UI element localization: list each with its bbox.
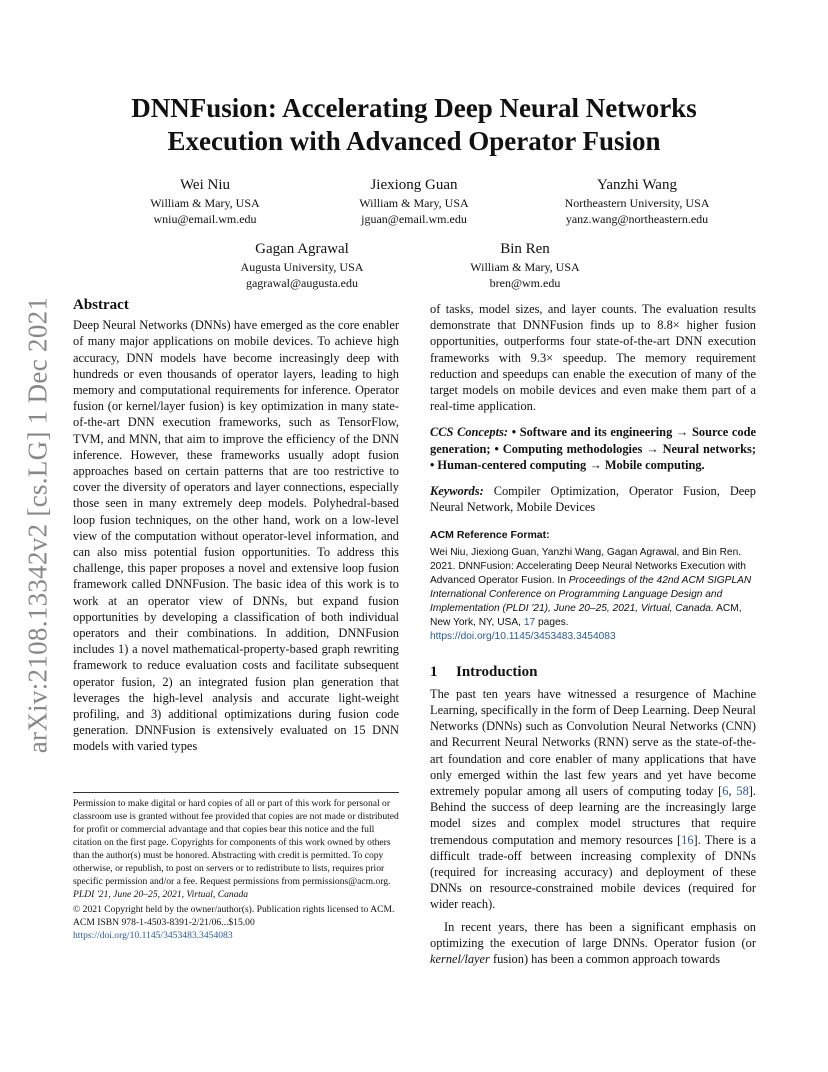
author-block-1 [85,175,325,227]
conference-line: PLDI '21, June 20–25, 2021, Virtual, Canada [73,889,249,900]
acm-reference-text [430,546,756,644]
arxiv-stamp [18,290,58,760]
author-email[interactable]: wniu@email.wm.edu [153,212,257,226]
author-name: Bin Ren [500,241,550,257]
author-affiliation: Northeastern University, USA [564,196,710,210]
intro-text-e: fusion) has been a common approach towards [489,952,721,967]
ccs-text: • Software and its engineering → Source code generation; • Computing methodologies → Neural networks; • Human-centered computing → Mobile computing. [430,425,756,472]
abstract-continued: of tasks, model sizes, and layer counts. The evaluation results demonstrate that DNNFusion finds up to 8.8× higher fusion opportunities, outperforms four state-of-the-art DNN execution frameworks with 9.3× speedup. The memory requirement reduction and speedups can enable the execution of many of the target models on mobile devices and even make them part of a real-time application. [430,302,756,414]
intro-text-c: ]. There is a difficult trade-off between increasing complexity of DNNs (required for increasing accuracy) and deployment of these DNNs on resource-constrained mobile devices (required for wider reach). [430,832,756,912]
right-column [430,301,756,967]
reference-venue: Proceedings of the 42nd ACM SIGPLAN International Conference on Programming Language Design and Implementation (PLDI '21), June 20–25, 2021, Virtual, Canada. [430,574,752,614]
intro-paragraph-2 [430,919,756,968]
author-name: Wei Niu [179,177,231,193]
section-title: Introduction [456,663,538,680]
abstract-heading: Abstract [73,297,129,313]
author-name: Jiexiong Guan [370,177,458,193]
keywords-text: Compiler Optimization, Operator Fusion, Deep Neural Network, Mobile Devices [430,484,756,515]
ccs-label: CCS Concepts: [430,425,509,440]
introduction-heading [430,664,756,680]
author-email[interactable]: jguan@email.wm.edu [361,212,467,226]
citation-link[interactable]: 58 [736,784,749,799]
section-number: 1 [430,663,438,680]
reference-pages-word: pages. [535,616,569,628]
reference-authors: Wei Niu, Jiexiong Guan, Yanzhi Wang, Gagan Agrawal, and Bin Ren. 2021. DNNFusion: Accelerating Deep Neural Networks Execution with Advanced Operator Fusion. In [430,546,746,586]
author-name: Yanzhi Wang [597,177,677,193]
author-email[interactable]: yanz.wang@northeastern.edu [565,212,709,226]
author-affiliation: Augusta University, USA [240,260,364,274]
ccs-concepts [430,424,756,473]
reference-pages-link[interactable]: 17 [523,616,536,628]
intro-text-d: In recent years, there has been a significant emphasis on optimizing the execution of large DNNs. Operator fusion (or [430,919,756,950]
author-affiliation: William & Mary, USA [470,260,580,274]
left-column [73,297,399,755]
citation-link[interactable]: 6 [722,784,729,799]
intro-italic-term: kernel/layer [430,952,490,967]
author-block-3 [517,175,757,227]
abstract-text: Deep Neural Networks (DNNs) have emerged as the core enabler of many major applications on mobile devices. To achieve high accuracy, DNN models have become increasingly deep with hundreds or even thousands of operator layers, leading to high memory and computational requirements for inference. Operator fusion (or kernel/layer fusion) is key optimization in many state-of-the-art DNN execution frameworks, such as TensorFlow, TVM, and MNN, that aim to improve the efficiency of the DNN inference. However, these frameworks usually adopt fusion approaches based on certain patterns that are too restrictive to cover the diversity of operators and layer connections, especially those seen in many extremely deep models. Polyhedral-based loop fusion techniques, on the other hand, work on a low-level view of the computation without operator-level information, and can also miss potential fusion opportunities. To address this challenge, this paper proposes a novel and extensive loop fusion framework called DNNFusion. The basic idea of this work is to work at an operator view of DNNs, but expand fusion opportunities by developing a classification of both individual operators and their combinations. In addition, DNNFusion includes 1) a novel mathematical-property-based graph rewriting framework to reduce evaluation costs and facilitate subsequent operator fusion, 2) an integrated fusion plan generation that leverages the high-level analysis and accurate light-weight profiling, and 3) additional optimizations during fusion code generation. DNNFusion is extensively evaluated on 15 DNN models with varied types [73,318,399,754]
author-email[interactable]: gagrawal@augusta.edu [245,276,358,290]
footnote-doi-link[interactable]: https://doi.org/10.1145/3453483.3454083 [73,930,233,941]
reference-publisher: ACM, New York, NY, USA, [430,602,742,628]
author-block-5 [405,239,645,291]
keywords-label: Keywords: [430,484,484,499]
copyright-line: © 2021 Copyright held by the owner/author(s). Publication rights licensed to ACM. [73,904,395,915]
author-affiliation: William & Mary, USA [359,196,469,210]
intro-text-a: The past ten years have witnessed a resurgence of Machine Learning, specifically in the form of Deep Learning. Deep Neural Networks (DNNs) such as Convolution Neural Networks (CNN) and Recurrent Neural Networks (RNN) serve as the state-of-the-art foundation and core enabler of many applications that have only emerged within the last few years and yet have become extremely popular among all users of computing today [ [430,686,756,799]
intro-paragraph-1 [430,686,756,913]
author-email[interactable]: bren@wm.edu [489,276,561,290]
title-line-2: Execution with Advanced Operator Fusion [167,126,661,156]
author-name: Gagan Agrawal [255,241,349,257]
citation-separator: , [728,784,737,799]
intro-text-b: ]. Behind the success of deep learning are the increasingly large model sizes and complex model structures that require tremendous computation and memory resources [ [430,784,756,847]
isbn-line: ACM ISBN 978-1-4503-8391-2/21/06...$15.00 [73,917,255,928]
title-line-1: DNNFusion: Accelerating Deep Neural Networks [131,93,697,123]
permission-footnote [73,792,399,942]
keywords [430,483,756,515]
footnote-divider [73,792,399,793]
acm-reference-heading: ACM Reference Format: [430,529,550,542]
author-block-4 [182,239,422,291]
permission-text: Permission to make digital or hard copies of all or part of this work for personal or classroom use is granted without fee provided that copies are not made or distributed for profit or commercial advantage and that copies bear this notice and the full citation on the first page. Copyrights for components of this work owned by others than the author(s) must be honored. Abstracting with credit is permitted. To copy otherwise, or republish, to post on servers or to redistribute to lists, requires prior specific permission and/or a fee. Request permissions from permissions@acm.org. [73,798,399,887]
paper-title [60,92,768,158]
author-block-2 [294,175,534,227]
arxiv-stamp-text: arXiv:2108.13342v2 [cs.LG] 1 Dec 2021 [22,296,53,754]
author-affiliation: William & Mary, USA [150,196,260,210]
citation-link[interactable]: 16 [681,832,694,847]
reference-doi-link[interactable]: https://doi.org/10.1145/3453483.3454083 [430,630,616,642]
